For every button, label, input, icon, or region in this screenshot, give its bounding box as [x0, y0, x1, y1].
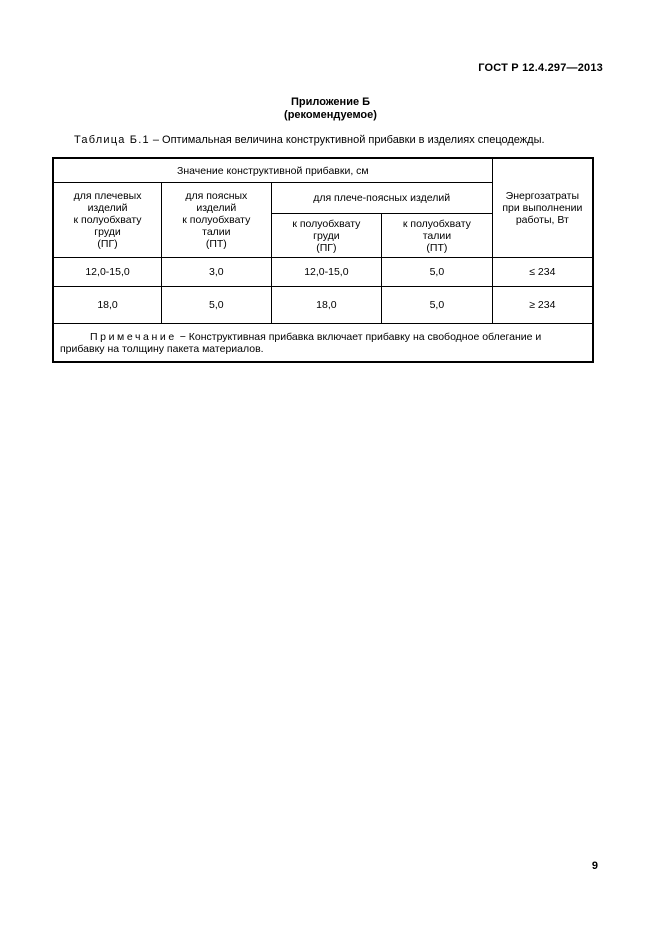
table-cell: 5,0	[382, 287, 493, 324]
header-line: изделий	[87, 202, 128, 214]
combined-header-cell: для плече-поясных изделий	[271, 183, 492, 214]
header-line: (ПГ)	[316, 241, 337, 254]
shoulder-header-cell	[53, 183, 162, 258]
note-text: Конструктивная прибавка включает прибавку на свободное облегание и прибавку на толщину пакета материалов.	[60, 330, 542, 355]
header-line: изделий	[196, 202, 237, 214]
energy-header-line: Энергозатраты	[505, 190, 580, 202]
header-line: для поясных	[185, 190, 248, 202]
table-cell: 18,0	[53, 287, 162, 324]
header-line: для плечевых	[73, 190, 142, 202]
table-row	[53, 258, 593, 287]
appendix-heading	[0, 96, 661, 122]
header-line: (ПТ)	[426, 241, 448, 254]
table-row	[53, 287, 593, 324]
table-caption-label: Таблица Б.1	[74, 134, 150, 146]
table-cell: 5,0	[382, 258, 493, 287]
combined-chest-header-cell	[271, 214, 382, 258]
table-note-row	[53, 324, 593, 363]
energy-header-line: при выполнении	[502, 202, 583, 214]
header-line: к полуобхвату	[402, 217, 471, 230]
group-header-cell: Значение конструктивной прибавки, см	[53, 158, 492, 183]
table-caption	[74, 134, 545, 146]
table-cell: 5,0	[162, 287, 272, 324]
table-cell: 12,0-15,0	[271, 258, 382, 287]
energy-header-cell	[492, 158, 593, 258]
header-line: к полуобхвату	[73, 214, 142, 226]
table-cell: 12,0-15,0	[53, 258, 162, 287]
header-line: (ПГ)	[97, 238, 118, 250]
header-line: талии	[202, 226, 231, 238]
table-cell: 18,0	[271, 287, 382, 324]
table-caption-text: Оптимальная величина конструктивной прибавки в изделиях спецодежды.	[162, 134, 545, 146]
header-line: к полуобхвату	[182, 214, 251, 226]
header-line: груди	[94, 226, 121, 238]
energy-header-line: работы, Вт	[515, 214, 569, 226]
table-note-cell	[53, 324, 593, 363]
header-line: груди	[313, 229, 340, 242]
appendix-title: Приложение Б	[290, 96, 371, 108]
header-line: (ПТ)	[205, 238, 227, 250]
page-number: 9	[591, 860, 598, 872]
appendix-status: (рекомендуемое)	[284, 109, 377, 121]
table-cell: ≤ 234	[492, 258, 593, 287]
note-dash: −	[176, 330, 189, 343]
combined-waist-header-cell	[382, 214, 493, 258]
table-cell: 3,0	[162, 258, 272, 287]
header-line: талии	[422, 229, 452, 242]
table-header-row	[53, 158, 593, 183]
header-line: к полуобхвату	[292, 217, 361, 230]
table-cell: ≥ 234	[492, 287, 593, 324]
standard-code: ГОСТ Р 12.4.297—2013	[478, 62, 603, 74]
note-label: Примечание	[90, 330, 177, 343]
allowance-table	[52, 157, 594, 363]
waist-header-cell	[162, 183, 272, 258]
table-caption-dash: –	[149, 134, 163, 146]
